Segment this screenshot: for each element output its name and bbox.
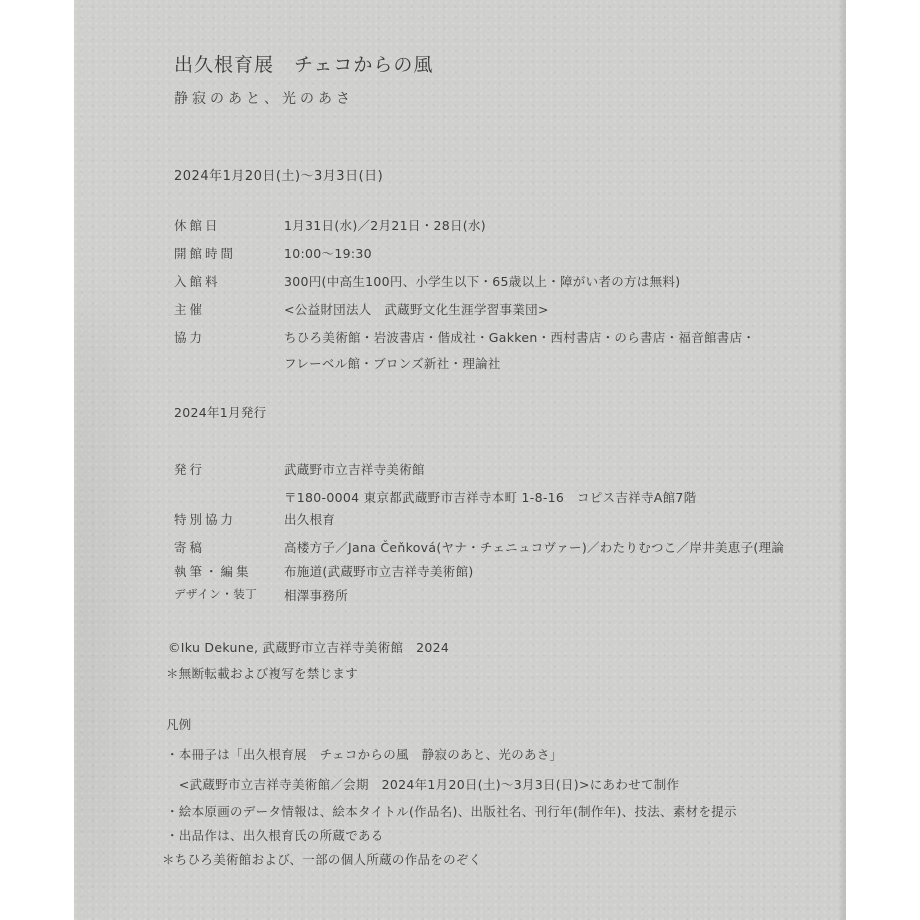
- reproduction-notice: ＊無断転載および複写を禁じます: [166, 666, 359, 681]
- pub-label-publisher: 発行: [174, 462, 206, 477]
- copyright-line: ©Iku Dekune, 武蔵野市立吉祥寺美術館 2024: [168, 640, 450, 655]
- info-value-admission: 300円(中高生100円、小学生以下・65歳以上・障がい者の方は無料): [284, 274, 681, 289]
- info-label-hours: 開館時間: [174, 246, 237, 261]
- info-label-admission: 入館料: [174, 274, 221, 289]
- exhibition-title: 出久根育展 チェコからの風: [174, 54, 434, 76]
- info-label-cooperation: 協力: [174, 330, 206, 345]
- info-label-closed-days: 休館日: [174, 218, 221, 233]
- info-value-cooperation-cont: フレーベル館・ブロンズ新社・理論社: [284, 356, 501, 371]
- pub-value-special-cooperation: 出久根育: [284, 512, 336, 527]
- pub-value-address: 〒180-0004 東京都武蔵野市吉祥寺本町 1-8-16 コピス吉祥寺A館7階: [284, 490, 697, 505]
- info-label-organizer: 主催: [174, 302, 206, 317]
- legend-item: <武蔵野市立吉祥寺美術館／会期 2024年1月20日(土)～3月3日(日)>にあわせて制作: [166, 777, 680, 792]
- legend-item: ・出品作は、出久根育氏の所蔵である: [166, 828, 384, 843]
- pub-label-editing: 執筆・編集: [174, 564, 252, 579]
- info-value-organizer: <公益財団法人 武蔵野文化生涯学習事業団>: [284, 302, 549, 317]
- pub-label-contributors: 寄稿: [174, 540, 206, 555]
- info-value-cooperation: ちひろ美術館・岩波書店・偕成社・Gakken・西村書店・のら書店・福音館書店・: [284, 330, 756, 345]
- legend-heading: 凡例: [166, 717, 192, 732]
- exhibition-dates: 2024年1月20日(土)～3月3日(日): [174, 169, 384, 184]
- exhibition-subtitle: 静寂のあと、光のあさ: [174, 91, 354, 107]
- pub-value-publisher: 武蔵野市立吉祥寺美術館: [284, 462, 425, 477]
- info-value-closed-days: 1月31日(水)／2月21日・28日(水): [284, 218, 486, 233]
- pub-label-special-cooperation: 特別協力: [174, 512, 237, 527]
- pub-value-contributors: 高楼方子／Jana Čeňková(ヤナ・チェニュコヴァー)／わたりむつこ／岸井美恵子(理論: [284, 540, 785, 555]
- legend-item: ・絵本原画のデータ情報は、絵本タイトル(作品名)、出版社名、刊行年(制作年)、技法、素材を提示: [166, 804, 737, 819]
- legend-item: ＊ちひろ美術館および、一部の個人所蔵の作品をのぞく: [162, 852, 482, 867]
- publication-date: 2024年1月発行: [174, 405, 267, 420]
- pub-value-design: 相澤事務所: [284, 588, 349, 603]
- pub-label-design: デザイン・装丁: [174, 587, 258, 601]
- pub-value-editing: 布施道(武蔵野市立吉祥寺美術館): [284, 564, 474, 579]
- legend-item: ・本冊子は「出久根育展 チェコからの風 静寂のあと、光のあさ」: [166, 747, 563, 762]
- info-value-hours: 10:00～19:30: [284, 246, 372, 261]
- printed-page: [74, 0, 846, 920]
